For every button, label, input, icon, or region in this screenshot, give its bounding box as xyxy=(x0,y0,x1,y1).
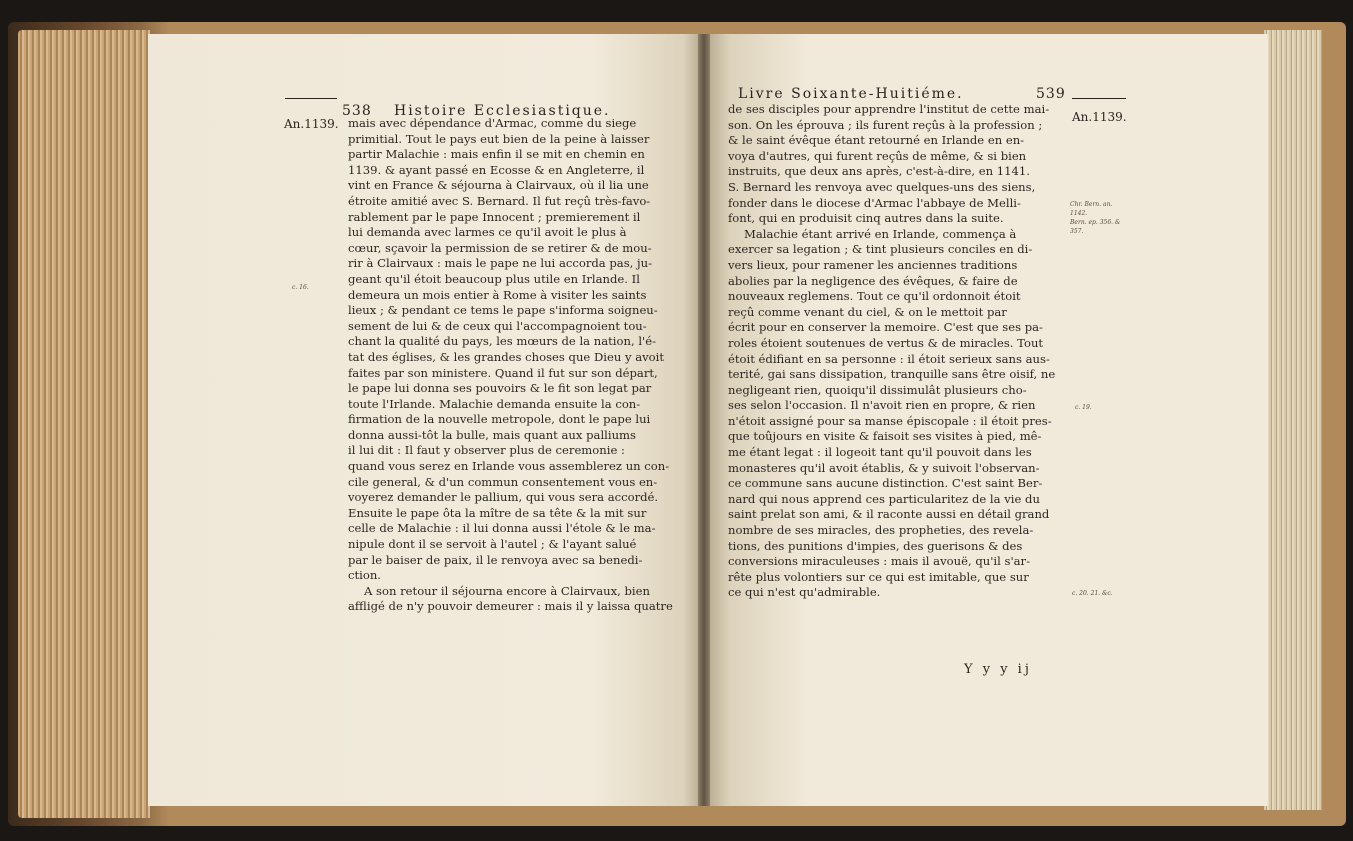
text-line: n'étoit assigné pour sa manse épiscopale : il étoit pres- xyxy=(728,413,1052,428)
header-rule-right xyxy=(1072,98,1126,99)
left-page-text xyxy=(348,116,686,615)
text-line: terité, gai sans dissipation, tranquille sans être oisif, ne xyxy=(728,367,1056,382)
text-line: rête plus volontiers sur ce qui est imitable, que sur xyxy=(728,569,1029,584)
text-line: nipule dont il se servoit à l'autel ; & l'ayant salué xyxy=(348,537,637,552)
right-margin-note-2: 1142. xyxy=(1070,210,1088,217)
text-line: instruits, que deux ans après, c'est-à-dire, en 1141. xyxy=(728,164,1030,179)
text-line: nombre de ses miracles, des propheties, des revela- xyxy=(728,523,1034,538)
text-line: étroite amitié avec S. Bernard. Il fut reçû très-favo- xyxy=(348,193,651,208)
text-line: roles étoient soutenues de vertus & de miracles. Tout xyxy=(728,335,1044,350)
text-line: firmation de la nouvelle metropole, dont le pape lui xyxy=(348,412,651,427)
right-margin-note-3: Bern. ep. 356. & xyxy=(1070,219,1121,226)
text-line: que toûjours en visite & faisoit ses visites à pied, mê- xyxy=(728,429,1042,444)
text-line: 1139. & ayant passé en Ecosse & en Angleterre, il xyxy=(348,162,645,177)
right-running-title: Livre Soixante-Huitiéme. xyxy=(738,86,964,102)
header-rule-left xyxy=(285,98,337,99)
text-line: abolies par la negligence des évêques, & faire de xyxy=(728,273,1018,288)
text-line: geant qu'il étoit beaucoup plus utile en Irlande. Il xyxy=(348,271,640,286)
text-line: ce qui n'est qu'admirable. xyxy=(728,585,881,600)
text-line: toute l'Irlande. Malachie demanda ensuite la con- xyxy=(348,396,641,411)
text-line: écrit pour en conserver la memoire. C'est que ses pa- xyxy=(728,320,1043,335)
text-line: quand vous serez en Irlande vous assemblerez un con- xyxy=(348,459,670,474)
text-line: ce commune sans aucune distinction. C'est saint Ber- xyxy=(728,476,1043,491)
text-line: & le saint évêque étant retourné en Irlande en en- xyxy=(728,133,1025,148)
text-line: negligeant rien, quoiqu'il dissimulât plusieurs cho- xyxy=(728,382,1027,397)
page-edges-left xyxy=(18,30,150,818)
text-line: voyerez demander le pallium, qui vous sera accordé. xyxy=(348,490,659,505)
text-line: cile general, & d'un commun consentement vous en- xyxy=(348,474,658,489)
text-line: rablement par le pape Innocent ; premierement il xyxy=(348,209,641,224)
right-margin-note-6: c. 20. 21. &c. xyxy=(1072,590,1113,597)
text-line: conversions miraculeuses : mais il avouë, qu'il s'ar- xyxy=(728,554,1030,569)
left-running-title: Histoire Ecclesiastique. xyxy=(394,103,611,119)
right-margin-note-1: Chr. Bern. an. xyxy=(1070,201,1113,208)
right-page-text xyxy=(728,102,1066,601)
text-line: sement de lui & de ceux qui l'accompagnoient tou- xyxy=(348,318,647,333)
text-line: ction. xyxy=(348,568,381,583)
text-line: rir à Clairvaux : mais le pape ne lui accorda pas, ju- xyxy=(348,256,653,271)
text-line: S. Bernard les renvoya avec quelques-uns des siens, xyxy=(728,179,1036,194)
text-line: tat des églises, & les grandes choses que Dieu y avoit xyxy=(348,349,665,364)
text-line: lui demanda avec larmes ce qu'il avoit le plus à xyxy=(348,225,627,240)
text-line: Ensuite le pape ôta la mître de sa tête & la mit sur xyxy=(348,505,647,520)
text-line: celle de Malachie : il lui donna aussi l'étole & le ma- xyxy=(348,521,656,536)
left-page-number: 538 xyxy=(342,103,372,119)
text-line: donna aussi-tôt la bulle, mais quant aux palliums xyxy=(348,427,636,442)
left-margin-note: c. 16. xyxy=(292,284,309,291)
text-line: Malachie étant arrivé en Irlande, commença à xyxy=(744,226,1017,241)
text-line: fonder dans le diocese d'Armac l'abbaye de Melli- xyxy=(728,195,1021,210)
left-year-note: An.1139. xyxy=(284,117,339,131)
text-line: étoit édifiant en sa personne : il étoit serieux sans aus- xyxy=(728,351,1050,366)
text-line: de ses disciples pour apprendre l'institut de cette mai- xyxy=(728,102,1050,116)
text-line: A son retour il séjourna encore à Clairvaux, bien xyxy=(364,583,650,598)
text-line: le pape lui donna ses pouvoirs & le fit son legat par xyxy=(348,381,652,396)
text-line: ses selon l'occasion. Il n'avoit rien en propre, & rien xyxy=(728,398,1036,413)
text-line: reçû comme venant du ciel, & on le mettoit par xyxy=(728,304,1007,319)
right-year-note: An.1139. xyxy=(1072,110,1127,124)
text-line: monasteres qu'il avoit établis, & y suivoit l'observan- xyxy=(728,460,1040,475)
text-line: nard qui nous apprend ces particularitez de la vie du xyxy=(728,491,1040,506)
text-line: cœur, sçavoir la permission de se retirer & de mou- xyxy=(348,240,652,255)
signature-mark: Y y y ij xyxy=(964,662,1032,677)
text-line: exercer sa legation ; & tint plusieurs conciles en di- xyxy=(728,242,1033,257)
text-line: vint en France & séjourna à Clairvaux, où il lia une xyxy=(348,178,649,193)
right-page-number: 539 xyxy=(1036,86,1066,102)
text-line: font, qui en produisit cinq autres dans la suite. xyxy=(728,211,1004,226)
text-line: demeura un mois entier à Rome à visiter les saints xyxy=(348,287,647,302)
text-line: primitial. Tout le pays eut bien de la peine à laisser xyxy=(348,131,650,146)
text-line: voya d'autres, qui furent reçûs de même, & si bien xyxy=(728,148,1027,163)
text-line: lieux ; & pendant ce tems le pape s'informa soigneu- xyxy=(348,303,658,318)
text-line: tions, des punitions d'impies, des guerisons & des xyxy=(728,538,1023,553)
text-line: son. On les éprouva ; ils furent reçûs à la profession ; xyxy=(728,117,1043,132)
text-line: affligé de n'y pouvoir demeurer : mais il y laissa quatre xyxy=(348,599,673,614)
page-edges-right xyxy=(1264,30,1322,810)
text-line: faites par son ministere. Quand il fut sur son départ, xyxy=(348,365,658,380)
book-gutter xyxy=(698,34,710,806)
text-line: partir Malachie : mais enfin il se mit en chemin en xyxy=(348,147,645,162)
right-margin-note-5: c. 19. xyxy=(1075,404,1092,411)
text-line: il lui dit : Il faut y observer plus de ceremonie : xyxy=(348,443,625,458)
text-line: saint prelat son ami, & il raconte aussi en détail grand xyxy=(728,507,1050,522)
text-line: nouveaux reglemens. Tout ce qu'il ordonnoit étoit xyxy=(728,289,1021,304)
text-line: vers lieux, pour ramener les anciennes traditions xyxy=(728,257,1018,272)
text-line: me étant legat : il logeoit tant qu'il pouvoit dans les xyxy=(728,445,1032,460)
text-line: chant la qualité du pays, les mœurs de la nation, l'é- xyxy=(348,334,657,349)
right-margin-note-4: 357. xyxy=(1070,228,1084,235)
text-line: mais avec dépendance d'Armac, comme du siege xyxy=(348,116,637,130)
text-line: par le baiser de paix, il le renvoya avec sa benedi- xyxy=(348,552,643,567)
